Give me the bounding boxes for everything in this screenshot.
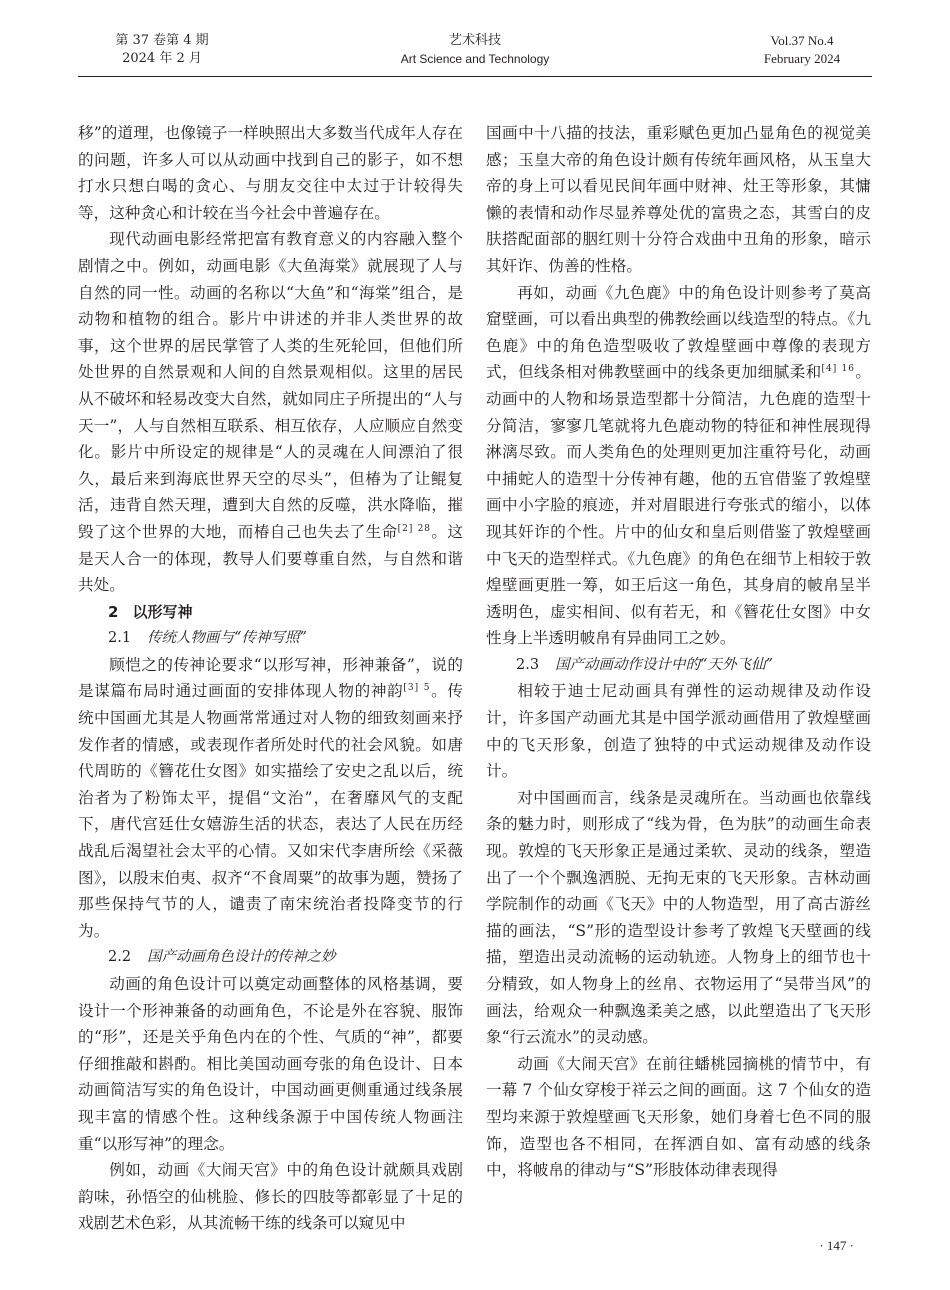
paragraph: 相较于迪士尼动画具有弹性的运动规律及动作设计，许多国产动画尤其是中国学派动画借用了敦煌壁画中的飞天形象，创造了独特的中式运动规律及动作设计。	[486, 682, 871, 781]
subsection-heading: 2.1 传统人物画与“传神写照”	[108, 630, 307, 647]
paragraph: 顾恺之的传神论要求“以形写神，形神兼备”，说的是谋篇布局时通过画面的安排体现人物的神韵$^{[3] 5}$。传统中国画尤其是人物画常常通过对人物的细致刻画来抒发作者的情感，或表现作者所处时代的社会风貌。如唐代周昉的《簪花仕女图》如实描绘了安史之乱以后，统治者为了粉饰太平，提倡“文治”，在奢靡风气的支配下，唐代宫廷仕女嬉游生活的状态，表达了人民在历经战乱后渴望社会太平的心情。又如宋代李唐所绘《采薇图》，以殷末伯夷、叔齐“不食周粟”的故事为题，赞扬了那些保持气节的人，谴责了南宋统治者投降变节的行为。	[78, 655, 463, 940]
paragraph: 再如，动画《九色鹿》中的角色设计则参考了莫高窟壁画，可以看出典型的佛教绘画以线造型的特点。《九色鹿》中的角色造型吸收了敦煌壁画中尊像的表现方式，但线条相对佛教壁画中的线条更加细腻柔和$^{[4] 16}$。动画中的人物和场景造型都十分简洁，九色鹿的造型十分简洁，寥寥几笔就将九色鹿动物的特征和神性展现得淋漓尽致。而人类角色的处理则更加注重符号化，动画中捕蛇人的造型十分传神有趣，他的五官借鉴了敦煌壁画中小字脸的痕迹，并对眉眼进行夸张式的缩小，以体现其奸诈的个性。片中的仙女和皇后则借鉴了敦煌壁画中飞天的造型样式。《九色鹿》的角色在细节上相较于敦煌壁画更胜一筹，如王后这一角色，其身肩的帔帛呈半透明色，虚实相间、似有若无，和《簪花仕女图》中女性身上半透明帔帛有异曲同工之妙。	[486, 283, 871, 648]
citation: [4] 16	[821, 364, 855, 375]
paragraph: 对中国画而言，线条是灵魂所在。当动画也依靠线条的魅力时，则形成了“线为骨，色为肤”的动画生命表现。敦煌的飞天形象正是通过柔软、灵动的线条，塑造出了一个个飘逸洒脱、无拘无束的飞天形象。吉林动画学院制作的动画《飞天》中的人物造型，用了高古游丝描的画法，“S”形的造型设计参考了敦煌飞天壁画的线描，塑造出灵动流畅的运动轨迹。人物身上的细节也十分精致，如人物身上的丝帛、衣物运用了“吴带当风”的画法，给观众一种飘逸柔美之感，以此塑造出了飞天形象“行云流水”的灵动感。	[486, 788, 871, 1047]
subsection-heading: 2.2 国产动画角色设计的传神之妙	[108, 949, 336, 966]
header-journal	[360, 32, 590, 68]
header-volume-cn	[100, 32, 224, 68]
left-column	[78, 120, 463, 1237]
paragraph: 国画中十八描的技法，重彩赋色更加凸显角色的视觉美感；玉皇大帝的角色设计颇有传统年画风格，从玉皇大帝的身上可以看见民间年画中财神、灶王等形象，其慵懒的表情和动作尽显养尊处优的富贵之态，其雪白的皮肤搭配面部的胭红则十分符合戏曲中丑角的形象，暗示其奸诈、伪善的性格。	[486, 124, 871, 275]
paragraph: 移”的道理，也像镜子一样映照出大多数当代成年人存在的问题，许多人可以从动画中找到自己的影子，如不想打水只想白喝的贪心、与朋友交往中太过于计较得失等，这种贪心和计较在当今社会中普遍存在。	[78, 124, 463, 222]
citation: [3] 5	[403, 683, 431, 694]
journal-name-en: Art Science and Technology	[400, 52, 550, 66]
subsection-heading: 2.3 国产动画动作设计中的“天外飞仙”	[516, 656, 773, 673]
right-column	[486, 120, 871, 1184]
date-cn: 2024 年 2 月	[122, 51, 202, 66]
page-number: · 147 ·	[819, 1238, 854, 1253]
citation: [2] 28	[397, 523, 432, 534]
paragraph: 动画的角色设计可以奠定动画整体的风格基调，要设计一个形神兼备的动画角色，不论是外在容貌、服饰的“形”，还是关乎角色内在的个性、气质的“神”，都要仔细推敲和斟酌。相比美国动画夸张的角色设计、日本动画简洁写实的角色设计，中国动画更侧重通过线条展现丰富的情感个性。这种线条源于中国传统人物画注重“以形写神”的理念。	[78, 975, 463, 1153]
section-heading: 2 以形写神	[108, 602, 193, 621]
journal-name-cn: 艺术科技	[448, 33, 501, 48]
paragraph: 现代动画电影经常把富有教育意义的内容融入整个剧情之中。例如，动画电影《大鱼海棠》就展现了人与自然的同一性。动画的名称以“大鱼”和“海棠”组合，是动物和植物的组合。影片中讲述的并非人类世界的故事，这个世界的居民掌管了人类的生死轮回，但他们所处世界的自然景观和人间的自然景观相似。这里的居民从不破坏和轻易改变大自然，就如同庄子所提出的“人与天一”，人与自然相互联系、相互依存，人应顺应自然变化。影片中所设定的规律是“人的灵魂在人间漂泊了很久，最后来到海底世界天空的尽头”，但椿为了让鲲复活，违背自然天理，遭到大自然的反噬，洪水降临，摧毁了这个世界的大地，而椿自己也失去了生命$^{[2] 28}$。这是天人合一的体现，教导人们要尊重自然，与自然和谐共处。	[78, 230, 463, 595]
header-rule	[78, 76, 872, 77]
date-en: February 2024	[763, 51, 841, 66]
header-volume-en	[750, 32, 854, 68]
volume-issue-cn: 第 37 卷第 4 期	[115, 33, 209, 48]
volume-issue-en: Vol.37 No.4	[770, 33, 834, 48]
paragraph: 例如，动画《大闹天宫》中的角色设计就颇具戏剧韵味，孙悟空的仙桃脸、修长的四肢等都彰显了十足的戏剧艺术色彩，从其流畅干练的线条可以窥见中	[78, 1161, 463, 1233]
paragraph: 动画《大闹天宫》在前往蟠桃园摘桃的情节中，有一幕 7 个仙女穿梭于祥云之间的画面。这 7 个仙女的造型均来源于敦煌壁画飞天形象，她们身着七色不同的服饰，造型也各不相同，在挥洒自如、富有动感的线条中，将帔帛的律动与“S”形肢体动律表现得	[486, 1054, 871, 1180]
